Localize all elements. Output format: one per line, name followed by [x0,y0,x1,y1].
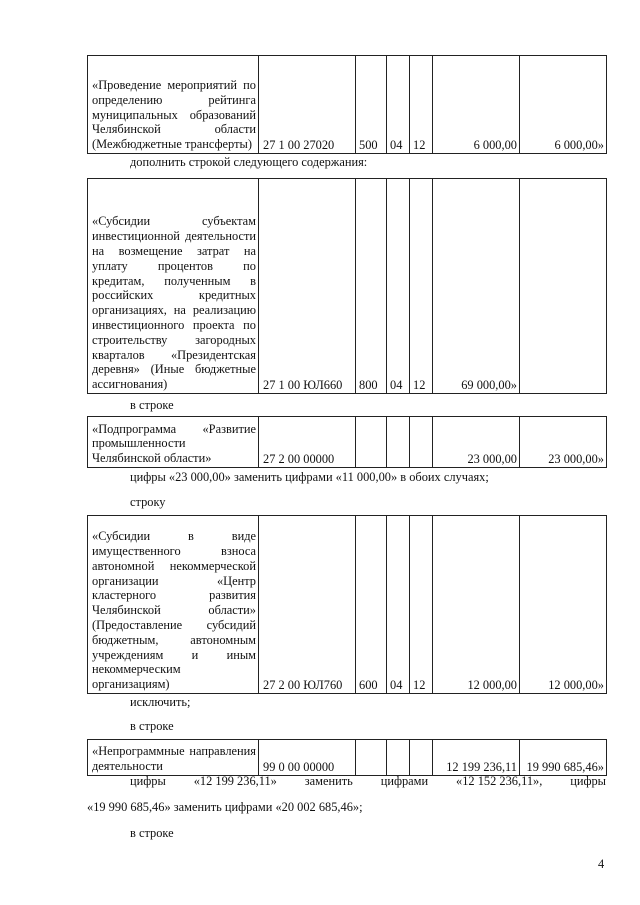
in-line-text-1: в строке [130,398,174,412]
expense-type: 500 [356,56,387,154]
replace-word: «12 152 236,11», [456,774,543,788]
replace-23000-text: цифры «23 000,00» заменить цифрами «11 000,00» в обоих случаях; [130,470,489,484]
sum-1: 69 000,00» [433,179,520,394]
target-article-code: 27 1 00 ЮЛ660 [259,179,356,394]
sum-2: 12 000,00» [520,516,607,694]
expense-type: 800 [356,179,387,394]
expense-type [356,740,387,776]
page-number: 4 [598,857,605,871]
target-article-code: 99 0 00 00000 [259,740,356,776]
line-word-text: строку [130,495,166,509]
section-code: 04 [387,56,410,154]
sum-2 [520,179,607,394]
sum-1: 6 000,00 [433,56,520,154]
sum-1: 12 000,00 [433,516,520,694]
table-row [88,56,607,154]
table-row [88,179,607,394]
replace-word: «12 199 236,11» [193,774,277,788]
row-name: «Непрограммные направления деятельности [88,740,259,776]
budget-table-5 [87,739,607,776]
subsection-code: 12 [410,179,433,394]
in-line-text-3: в строке [130,826,174,840]
replace-word: цифры [130,774,166,788]
subsection-code: 12 [410,516,433,694]
sum-2: 23 000,00» [520,417,607,468]
expense-type [356,417,387,468]
section-code [387,740,410,776]
replace-text-line-b: «19 990 685,46» заменить цифрами «20 002 685,46»; [87,800,363,814]
sum-1: 12 199 236,11 [433,740,520,776]
budget-table-3 [87,416,607,468]
table-row [88,740,607,776]
target-article-code: 27 1 00 27020 [259,56,356,154]
budget-table-2 [87,178,607,394]
replace-word: цифрами [380,774,429,788]
row-name: «Субсидии в виде имущественного взноса автономной некоммерческой организации «Центр кластерного развития Челябинской области» (Предоставление субсидий бюджетным, автономным учреждениям и иным некоммерческим организациям) [88,516,259,694]
replace-text-line-a [130,774,606,789]
section-code [387,417,410,468]
sum-1: 23 000,00 [433,417,520,468]
row-name: «Проведение мероприятий по определению рейтинга муниципальных образований Челябинской области (Межбюджетные трансферты) [88,56,259,154]
subsection-code [410,740,433,776]
exclude-text: исключить; [130,695,191,709]
sum-2: 6 000,00» [520,56,607,154]
add-line-text: дополнить строкой следующего содержания: [130,155,368,169]
target-article-code: 27 2 00 00000 [259,417,356,468]
table-row [88,516,607,694]
subsection-code [410,417,433,468]
target-article-code: 27 2 00 ЮЛ760 [259,516,356,694]
budget-table-4 [87,515,607,694]
table-row [88,417,607,468]
row-name: «Подпрограмма «Развитие промышленности Челябинской области» [88,417,259,468]
subsection-code: 12 [410,56,433,154]
expense-type: 600 [356,516,387,694]
replace-word: цифры [570,774,606,788]
replace-word: заменить [304,774,353,788]
sum-2: 19 990 685,46» [520,740,607,776]
in-line-text-2: в строке [130,719,174,733]
budget-table-1 [87,55,607,154]
row-name: «Субсидии субъектам инвестиционной деятельности на возмещение затрат на уплату процентов по кредитам, полученным в российских кредитных организациях, на реализацию инвестиционного проекта по строительству загородных кварталов «Президентская деревня» (Иные бюджетные ассигнования) [88,179,259,394]
section-code: 04 [387,179,410,394]
section-code: 04 [387,516,410,694]
